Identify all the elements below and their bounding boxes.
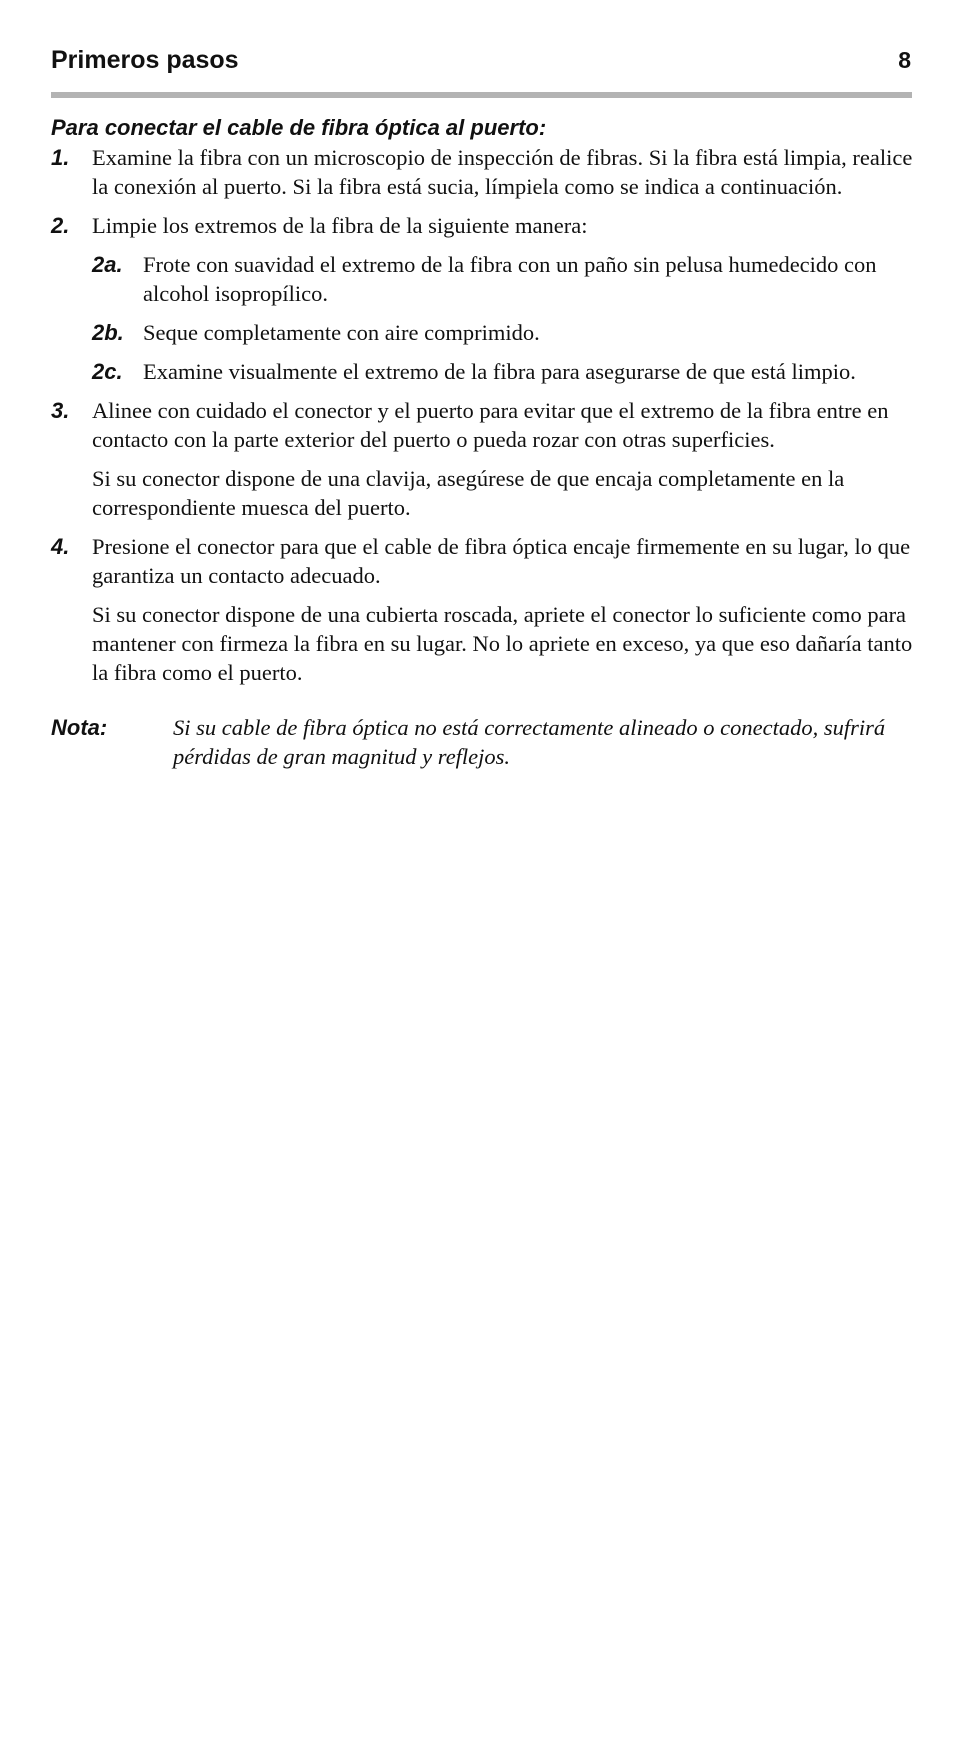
note-text: Si su cable de fibra óptica no está correctamente alineado o conectado, sufrirá pérdidas de gran magnitud y reflejos. — [173, 715, 886, 769]
substep-text: Seque completamente con aire comprimido. — [143, 320, 540, 345]
step-1 — [51, 143, 913, 201]
substep-text: Examine visualmente el extremo de la fibra para asegurarse de que está limpio. — [143, 359, 856, 384]
procedure-title: Para conectar el cable de fibra óptica al puerto: — [51, 115, 547, 140]
step-2 — [51, 211, 913, 240]
step-text: Presione el conector para que el cable de fibra óptica encaje firmemente en su lugar, lo que garantiza un contacto adecuado. — [92, 534, 911, 588]
substep-2b — [51, 318, 913, 347]
step-4 — [51, 532, 913, 590]
substep-number: 2b. — [92, 320, 124, 345]
step-number: 2. — [51, 213, 70, 238]
note-label: Nota: — [51, 715, 108, 740]
page-header — [51, 42, 911, 78]
page-number: 8 — [898, 47, 911, 73]
page-content — [51, 113, 913, 771]
substep-text: Frote con suavidad el extremo de la fibra con un paño sin pelusa humedecido con alcohol isopropílico. — [143, 252, 877, 306]
header-divider — [51, 92, 912, 98]
step-number: 3. — [51, 398, 70, 423]
step-text: Limpie los extremos de la fibra de la siguiente manera: — [92, 213, 588, 238]
note — [51, 713, 913, 771]
step-number: 1. — [51, 145, 70, 170]
step-3 — [51, 396, 913, 454]
step-number: 4. — [51, 534, 70, 559]
substep-2a — [51, 250, 913, 308]
page-title: Primeros pasos — [51, 46, 239, 74]
substep-number: 2c. — [92, 359, 123, 384]
step-text: Examine la fibra con un microscopio de inspección de fibras. Si la fibra está limpia, realice la conexión al puerto. Si la fibra está sucia, límpiela como se indica a continuación. — [92, 145, 913, 199]
substep-number: 2a. — [92, 252, 123, 277]
step-text: Alinee con cuidado el conector y el puerto para evitar que el extremo de la fibra entre en contacto con la parte exterior del puerto o pueda rozar con otras superficies. — [92, 398, 889, 452]
step-4-extra-paragraph: Si su conector dispone de una cubierta roscada, apriete el conector lo suficiente como para mantener con firmeza la fibra en su lugar. No lo apriete en exceso, ya que eso dañaría tanto la fibra como el puerto. — [92, 602, 913, 685]
substep-2c — [51, 357, 913, 386]
step-3-extra-paragraph: Si su conector dispone de una clavija, asegúrese de que encaja completamente en la correspondiente muesca del puerto. — [92, 466, 845, 520]
